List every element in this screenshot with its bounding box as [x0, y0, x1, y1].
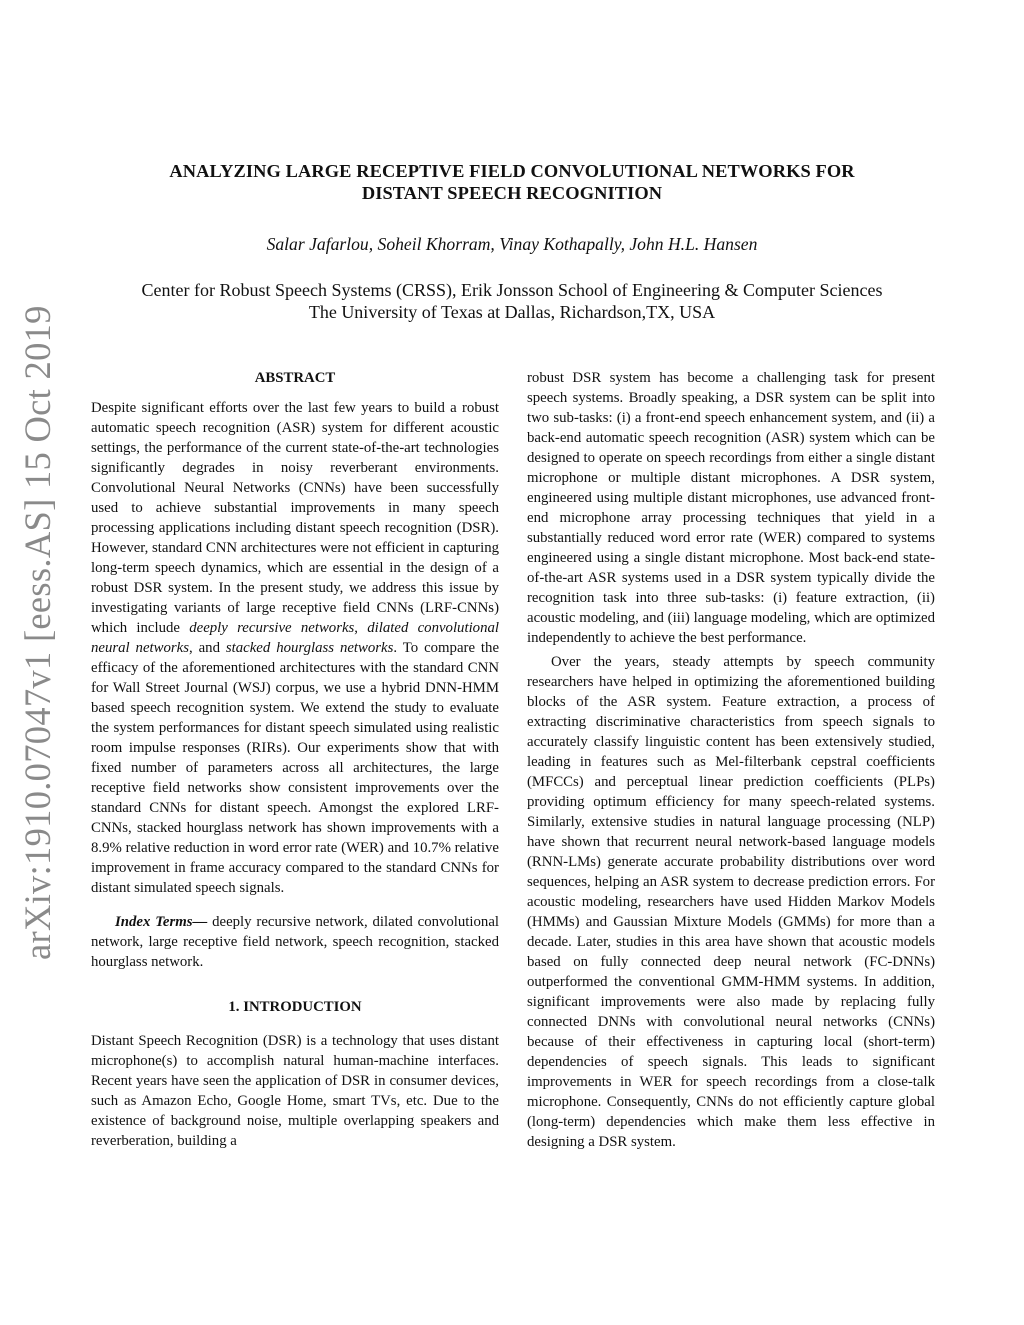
abstract-heading: ABSTRACT: [254, 370, 336, 386]
abstract-text-part-1: Despite significant efforts over the last few years to build a robust automatic speech recognition (ASR) system for different acoustic settings, the performance of the current state-of-the-art technologies significantly degrades in noisy reverberant environments. Convolutional Neural Networks (CNNs) have been successfully used to achieve substantial improvements in many speech processing applications including distant speech recognition (DSR). However, standard CNN architectures were not efficient in capturing long-term speech dynamics, which are essential in the design of a robust DSR system. In the present study, we address this issue by investigating variants of large receptive field CNNs (LRF-CNNs) which include: [91, 400, 499, 636]
affiliation-line-2: The University of Texas at Dallas, Richardson,TX, USA: [308, 302, 716, 322]
introduction-paragraph-1: Distant Speech Recognition (DSR) is a technology that uses distant microphone(s) to accomplish natural human-machine interfaces. Recent years have seen the application of DSR in consumer devices, such as Amazon Echo, Google Home, smart TVs, etc. Due to the existence of background noise, multiple overlapping speakers and reverberation, building a: [91, 1033, 499, 1149]
abstract-term-hourglass: stacked hourglass networks: [225, 640, 394, 656]
arxiv-side-stamp: arXiv:1910.07047v1 [eess.AS] 15 Oct 2019: [17, 305, 58, 960]
abstract-term-dilated: dilated convolutional neural networks: [91, 620, 499, 656]
index-terms: [91, 912, 499, 972]
introduction-paragraph-2: Over the years, steady attempts by speech community researchers have helped in optimizing the aforementioned building blocks of the ASR system. Feature extraction, a process of extracting discriminative characteristics from speech signals to accurately classify linguistic content has been extensively studied, leading in features such as Mel-filterbank cepstral coefficients (MFCCs) and perceptual linear prediction coefficients (PLPs) providing optimum efficiency for many speech-related systems. Similarly, extensive studies in natural language processing (NLP) have shown that recurrent neural network-based language models (RNN-LMs) generate accurate probability distributions over word sequences, helping an ASR system to decrease prediction errors. For acoustic modeling, researchers have used Hidden Markov Models (HMMs) and Gaussian Mixture Models (GMMs) for more than a decade. Later, studies in this area have shown that acoustic models based on fully connected deep neural network (FC-DNNs) outperformed the conventional GMM-HMM systems. In addition, significant improvements were also made by replacing fully connected DNNs with convolutional neural networks (CNNs) because of their effectiveness in capturing local (short-term) dependencies of speech signals. This leads to significant improvements in WER for speech recordings from a close-talk microphone. Consequently, CNNs do not efficiently capture global (long-term) dependencies which make them less effective in designing a DSR system.: [527, 654, 935, 1150]
abstract-separator-1: ,: [354, 620, 368, 636]
abstract-term-deeply-recursive: deeply recursive networks: [189, 620, 355, 636]
abstract-body: [91, 398, 499, 898]
author-list: Salar Jafarlou, Soheil Khorram, Vinay Kothapally, John H.L. Hansen: [266, 234, 758, 254]
index-terms-label: Index Terms—: [115, 914, 208, 930]
paper-title-line-2: DISTANT SPEECH RECOGNITION: [361, 183, 663, 203]
introduction-paragraph-1-continued: robust DSR system has become a challenging task for present speech systems. Broadly speaking, a DSR system can be split into two sub-tasks: (i) a front-end speech enhancement system, and (ii) a back-end automatic speech recognition (ASR) system which can be designed to operate on speech recordings from either a single distant microphone or multiple distant microphones. A DSR system, engineered using multiple distant microphones, use advanced front-end microphone array processing techniques that yield in a substantially reduced word error rate (WER) compared to systems engineered using a single distant microphone. Most back-end state-of-the-art ASR systems used in a DSR system typically divide the recognition task into three sub-tasks: (i) feature extraction, (ii) acoustic modeling, and (iii) language modeling, which are optimized independently to achieve the best performance.: [527, 370, 935, 646]
left-column: [91, 368, 499, 1151]
right-column: [527, 368, 935, 1152]
affiliation: [60, 279, 964, 323]
abstract-separator-2: , and: [188, 640, 226, 656]
index-terms-text: deeply recursive network, dilated convolutional network, large receptive field network, speech recognition, stacked hourglass network.: [91, 914, 500, 970]
paper-title: [80, 160, 944, 204]
affiliation-line-1: Center for Robust Speech Systems (CRSS), Erik Jonsson School of Engineering & Computer Sciences: [141, 280, 883, 300]
introduction-heading: 1. INTRODUCTION: [228, 999, 362, 1015]
paper-title-line-1: ANALYZING LARGE RECEPTIVE FIELD CONVOLUTIONAL NETWORKS FOR: [169, 161, 855, 181]
abstract-text-part-2: . To compare the efficacy of the aforementioned architectures with the standard CNN for Wall Street Journal (WSJ) corpus, we use a hybrid DNN-HMM based speech recognition system. We extend the study to evaluate the system performances for distant speech simulated using realistic room impulse responses (RIRs). Our experiments show that with fixed number of parameters across all architectures, the large receptive field networks show consistent improvements over the standard CNNs for distant speech. Amongst the explored LRF-CNNs, stacked hourglass network has shown improvements with a 8.9% relative reduction in word error rate (WER) and 10.7% relative improvement in frame accuracy compared to the standard CNNs for distant simulated speech signals.: [91, 640, 500, 896]
